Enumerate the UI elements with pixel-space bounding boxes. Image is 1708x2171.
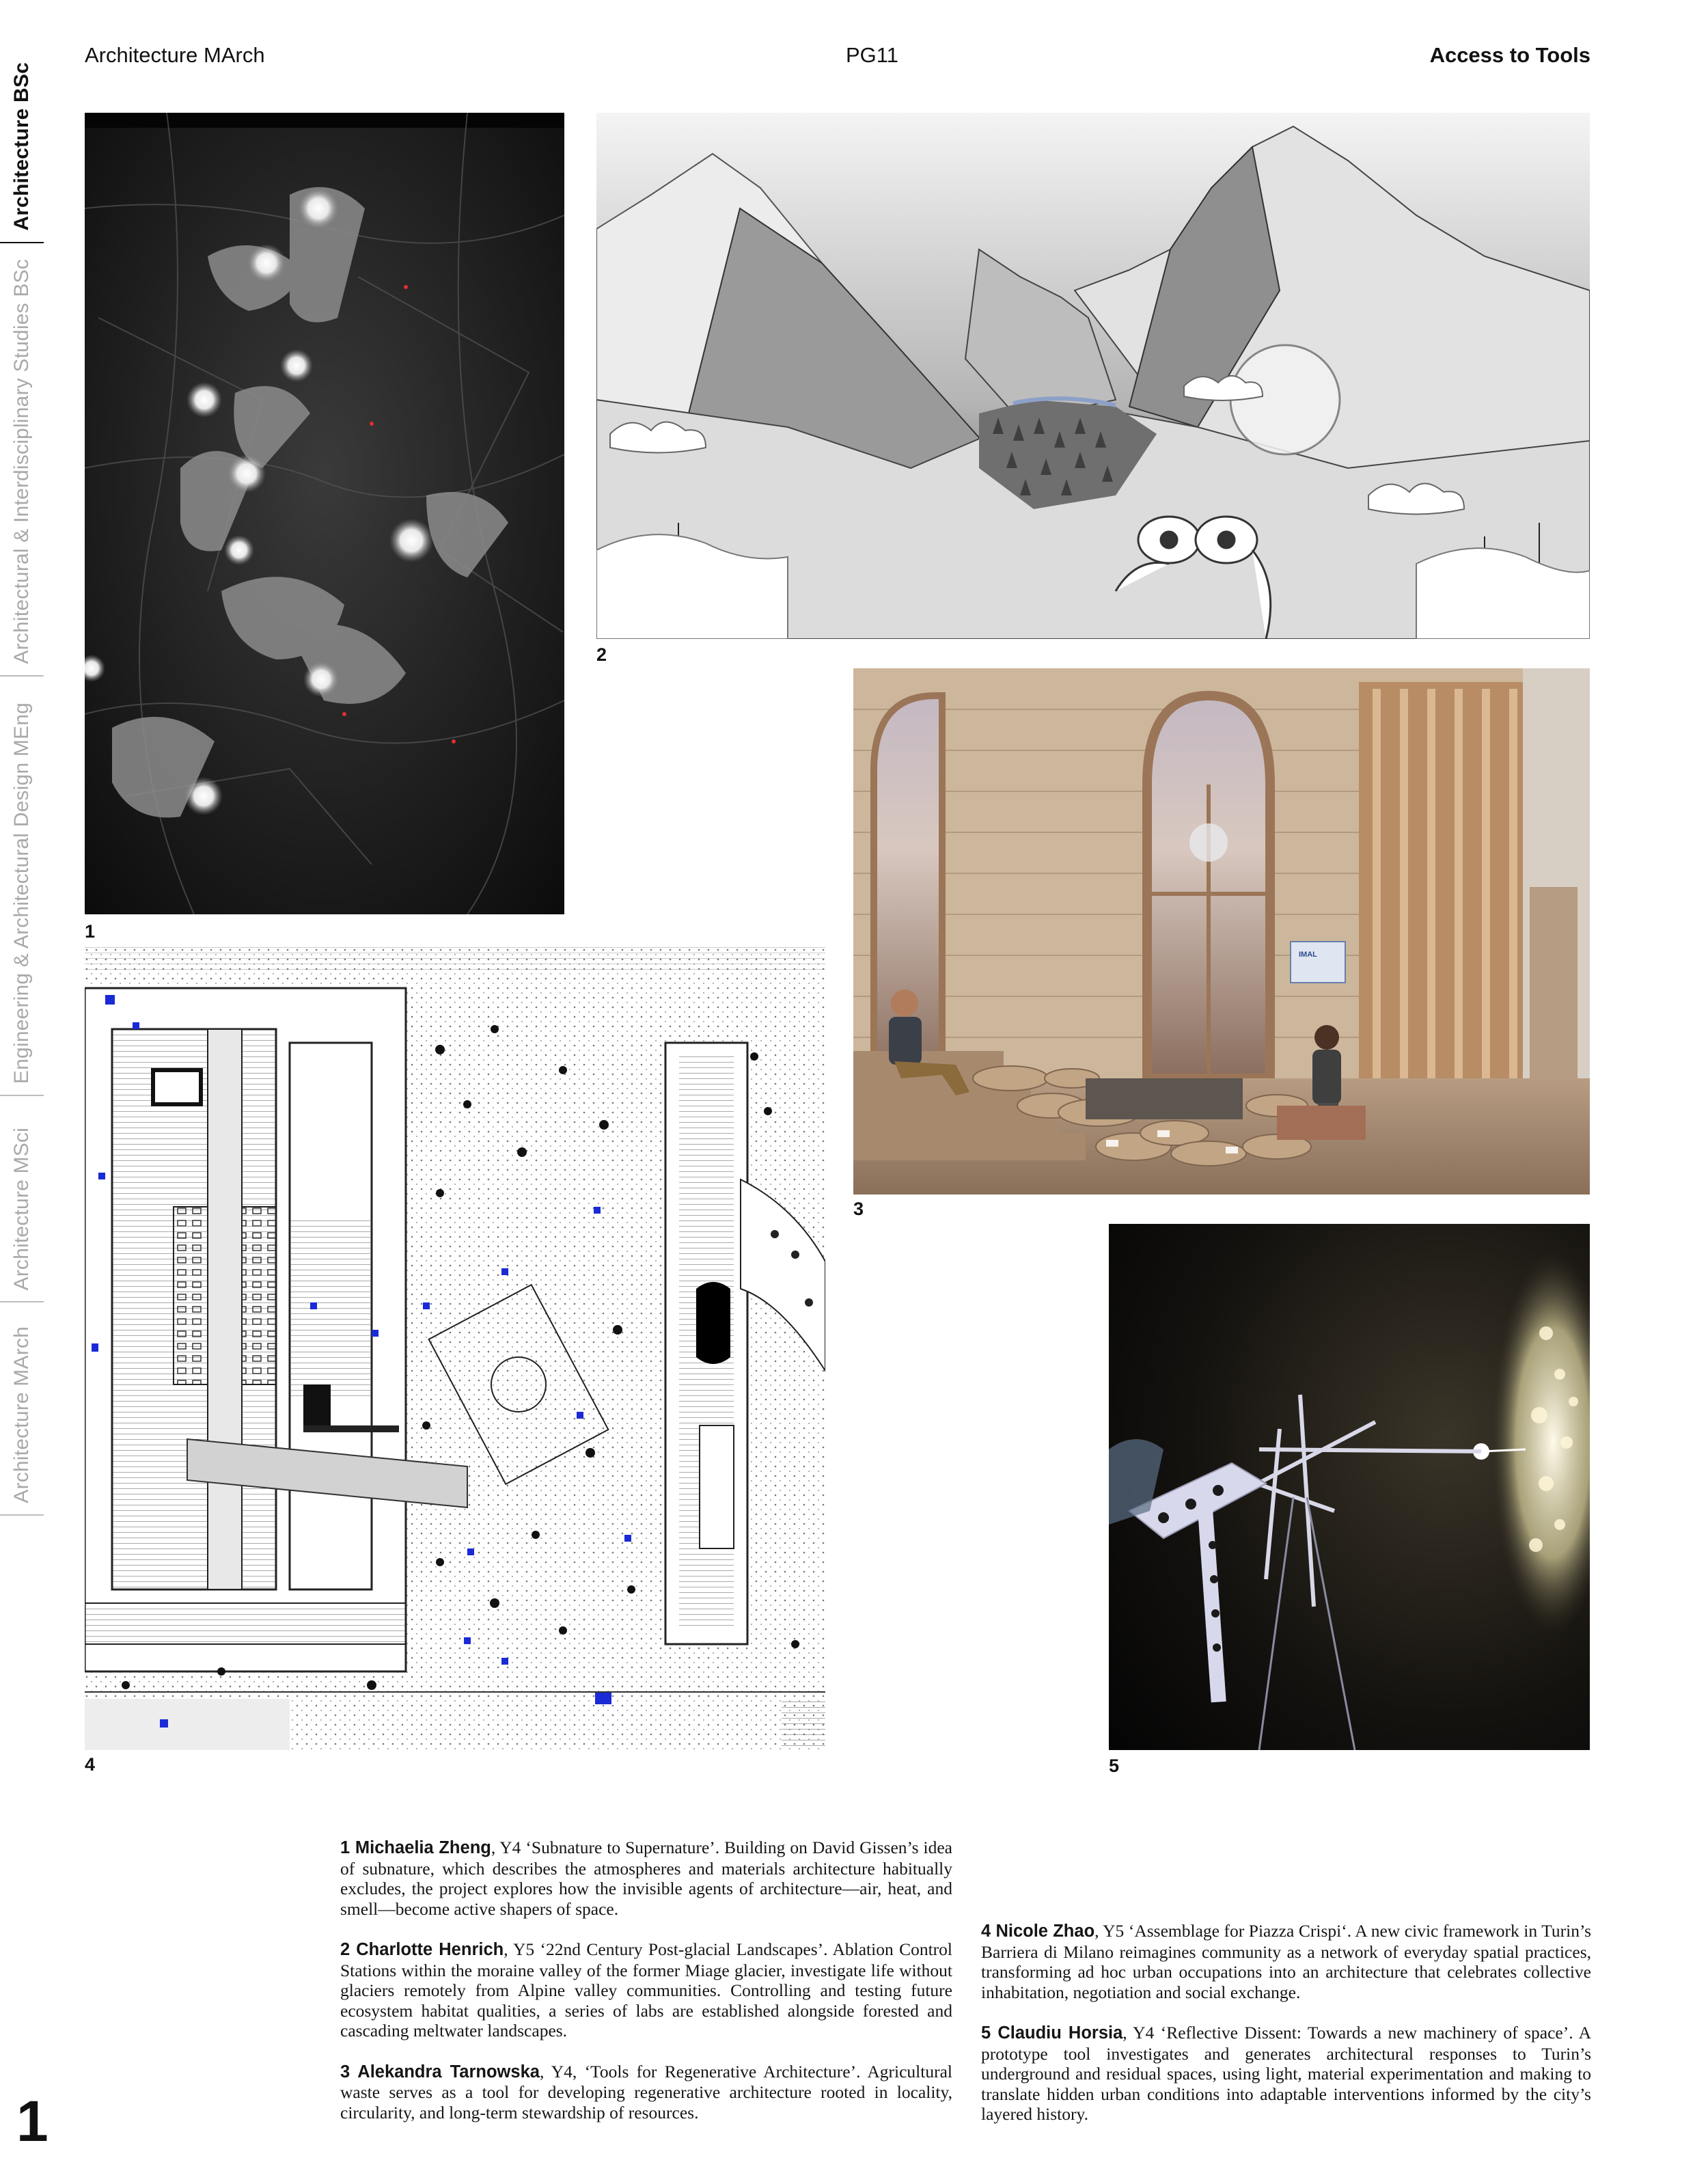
- header-chapter-title: Access to Tools: [1429, 43, 1590, 67]
- caption-1: [340, 1838, 952, 1919]
- page-number: 1: [16, 2089, 49, 2153]
- side-nav-item-engineering-meng[interactable]: [0, 677, 44, 1096]
- figure-5-number: 5: [1109, 1756, 1120, 1776]
- caption-author: Charlotte Henrich: [356, 1940, 504, 1959]
- caption-author: Claudiu Horsia: [997, 2023, 1123, 2043]
- figure-3-sign-text: IMAL: [1299, 951, 1317, 959]
- side-nav-item-architecture-msci[interactable]: [0, 1096, 44, 1302]
- figure-3-image: [853, 668, 1590, 1194]
- caption-4: [981, 1921, 1591, 2002]
- caption-text: , Y4, ‘Tools for Regenerative Architecture’. Agricultural waste serves as a tool for developing regenerative architecture rooted in locality, circularity, and long-term stewardship of resources.: [340, 2061, 952, 2122]
- side-nav-label: Architecture MArch: [10, 1326, 33, 1503]
- header-unit-code: PG11: [846, 43, 898, 67]
- caption-3: [340, 2062, 952, 2123]
- figure-1-number: 1: [85, 921, 96, 942]
- figure-1-image: [85, 113, 564, 914]
- caption-author: Alekandra Tarnowska: [357, 2062, 540, 2081]
- caption-number: 5: [981, 2023, 991, 2043]
- caption-number: 3: [340, 2062, 350, 2081]
- side-nav-label: Architecture MSci: [10, 1127, 33, 1290]
- figure-2-image: [596, 113, 1590, 639]
- side-navigation: [0, 52, 44, 1514]
- side-nav-item-architecture-bsc[interactable]: [0, 52, 44, 243]
- side-nav-item-interdisciplinary-studies[interactable]: [0, 243, 44, 677]
- caption-text: , Y4 ‘Subnature to Supernature’. Building on David Gissen’s idea of subnature, which describes the atmospheres and materials architecture habitually excludes, the project explores how the invisible agents of architecture—air, heat, and smell—become active shapers of space.: [340, 1838, 952, 1919]
- caption-text: , Y5 ‘Assemblage for Piazza Crispi‘. A new civic framework in Turin’s Barriera di Milano reimagines community as a network of everyday spatial practices, transforming ad hoc urban occupations into an architecture that celebrates collective inhabitation, negotiation and social exchange.: [981, 1921, 1591, 2002]
- figure-4-number: 4: [85, 1754, 96, 1775]
- figure-5-image: [1109, 1224, 1590, 1750]
- caption-text: , Y5 ‘22nd Century Post-glacial Landscapes’. Ablation Control Stations within the moraine valley of the former Miage glacier, investigate life without glaciers remotely from Alpine valley communities. Controlling and testing future ecosystem habitat qualities, a series of labs are established alongside forested and cascading meltwater landscapes.: [340, 1939, 952, 2040]
- caption-2: [340, 1939, 952, 2041]
- caption-text: , Y4 ‘Reflective Dissent: Towards a new machinery of space’. A prototype tool investigates and generates architectural responses to Turin’s underground and residual spaces, using light, material experimentation and making to translate hidden urban conditions into adaptable interventions informed by the city’s layered history.: [981, 2023, 1591, 2124]
- caption-number: 4: [981, 1922, 991, 1941]
- side-nav-label: Architecture BSc: [10, 62, 33, 231]
- caption-number: 2: [340, 1940, 350, 1959]
- side-nav-label: Architectural & Interdisciplinary Studies BSc: [10, 259, 33, 664]
- figure-4-image: [85, 947, 825, 1750]
- caption-author: Nicole Zhao: [995, 1922, 1095, 1941]
- captions-right-column: [981, 1921, 1591, 2145]
- header-section-title: Architecture MArch: [85, 43, 265, 67]
- caption-5: [981, 2023, 1591, 2125]
- captions-left-column: [340, 1838, 952, 2143]
- side-nav-label: Engineering & Architectural Design MEng: [10, 702, 33, 1084]
- side-nav-item-architecture-march[interactable]: [0, 1302, 44, 1516]
- caption-number: 1: [340, 1838, 350, 1857]
- caption-author: Michaelia Zheng: [355, 1838, 491, 1857]
- figure-3-number: 3: [853, 1199, 864, 1219]
- figure-2-number: 2: [596, 644, 607, 665]
